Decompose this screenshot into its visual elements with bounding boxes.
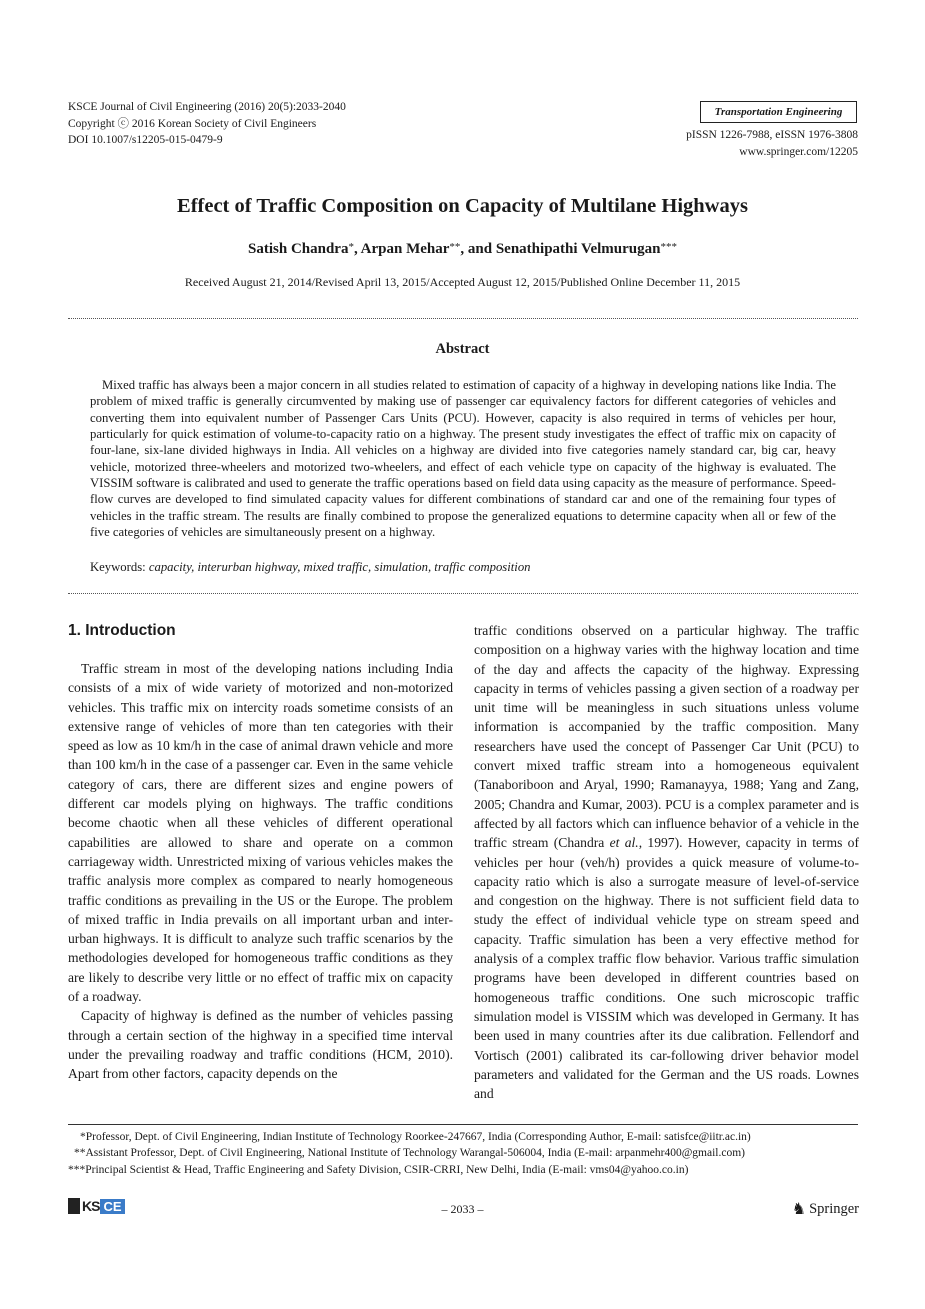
keywords-line — [90, 560, 836, 575]
author-separator: , — [353, 241, 361, 257]
paragraph: Traffic stream in most of the developing nations including India consists of a mix of wide variety of motorized and non-motorized vehicles. This traffic mix on intercity roads sometime consists of an extensive range of vehicles of more than ten categories with their speed as low as 10 km/h in the case of animal drawn vehicle and more than 100 km/h in the case of a passenger car. Even in the same vehicle category of cars, there are different sizes and engine powers of different car models plying on highways. The traffic conditions become chaotic when all these vehicles of different operational capabilities are allowed to share and operate on a common carriageway width. Unrestricted mixing of various vehicles makes the traffic analysis more complex as compared to nearly homogeneous traffic conditions as prevailing in the US or the Europe. The problem of mixed traffic in India prevails on all important urban and inter-urban highways. It is difficult to analyze such traffic scenarios by the methodologies developed for homogeneous traffic conditions as they are likely to describe very little or no effect of traffic mix on capacity of a roadway. — [68, 661, 453, 1005]
journal-header — [68, 99, 346, 149]
doi-line: DOI 10.1007/s12205-015-0479-9 — [68, 134, 223, 146]
footnotes — [68, 1129, 751, 1178]
page-number: – 2033 – — [441, 1202, 484, 1216]
issn-line: pISSN 1226-7988, eISSN 1976-3808 — [686, 129, 858, 141]
author-name: Senathipathi Velmurugan — [495, 241, 661, 257]
article-title: Effect of Traffic Composition on Capacity of Multilane Highways — [177, 195, 748, 217]
dotted-divider — [68, 593, 858, 594]
author-name: Satish Chandra — [248, 241, 349, 257]
dotted-divider — [68, 318, 858, 319]
text-run: traffic conditions observed on a particular highway. The traffic composition on a highway varies with the highway location and time of the day and affects the capacity of the highway. Expressing capacity in terms of vehicles passing a given section of a roadway per unit time will be meaningless in such situations unless volume information is accompanied by the traffic composition. Many researchers have used the concept of Passenger Car Unit (PCU) to convert mixed traffic stream into a homogeneous equivalent (Tanaboriboon and Aryal, 1990; Ramanayya, 1988; Yang and Zang, 2005; Chandra and Kumar, 2003). PCU is a complex parameter and is affected by all factors which can influence behavior of a vehicle in the traffic stream (Chandra — [474, 623, 859, 851]
author-mark: *** — [660, 241, 677, 253]
footnote-rule — [68, 1124, 858, 1125]
author-mark: * — [348, 241, 354, 253]
author-name: Arpan Mehar — [360, 241, 450, 257]
footnote: ***Principal Scientist & Head, Traffic Engineering and Safety Division, CSIR-CRRI, New Delhi, India (E-mail: vms04@yahoo.co.in) — [68, 1163, 689, 1176]
text-run: , 1997). However, capacity in terms of vehicles per hour (veh/h) provides a quick measure of volume-to-capacity ratio which is also a surrogate measure of level-of-service and congestion on the highway. There is not sufficient field data to study the effect of individual vehicle type on stream speed and capacity. Traffic simulation has been a very effective method for analysis of a complex traffic flow behavior. Various traffic simulation programs have been developed in different countries based on homogeneous traffic conditions. One such microscopic traffic simulation model is VISSIM which was developed in Germany. It has been used in many countries after its due calibration. Fellendorf and Vortisch (2001) calibrated its car-following driver behavior model parameters and validated for the German and the US roads. Lownes and — [474, 835, 860, 1102]
paragraph: Capacity of highway is defined as the number of vehicles passing through a certain section of the highway in a specified time interval under the prevailing roadway and traffic conditions (HCM, 2010). Apart from other factors, capacity depends on the — [68, 1008, 453, 1082]
author-separator: , and — [460, 241, 496, 257]
category-tag: Transportation Engineering — [700, 101, 857, 123]
abstract-text: Mixed traffic has always been a major concern in all studies related to estimation of capacity of a highway in developing nations like India. The problem of mixed traffic is generally circumvented by making use of passenger car equivalency factors for different categories of vehicles and converting them into equivalent number of Passenger Cars Units (PCU). However, capacity is also required in terms of vehicles per hour, particularly for quick estimation of volume-to-capacity ratio on a highway. The present study investigates the effect of traffic mix on capacity of four-lane, six-lane divided highways in India. All vehicles on a highway are divided into five categories namely standard car, big car, heavy vehicle, motorized three-wheelers and motorized two-wheelers, and effect of each vehicle type on capacity of the highway is evaluated. The VISSIM software is calibrated and used to generate the traffic operations based on field data using capacity as the measure of performance. Speed-flow curves are developed to find simulated capacity values for different combinations of standard car and one of the remaining four types of vehicles in the traffic stream. The results are finally combined to propose the generalized equations to determine capacity when all or few of the five categories of vehicles are simultaneously present on a highway. — [90, 378, 836, 540]
journal-url[interactable]: www.springer.com/12205 — [739, 145, 858, 158]
springer-logo — [792, 1199, 859, 1219]
ksce-logo-text-ce: CE — [100, 1199, 124, 1214]
keywords-label: Keywords: — [90, 560, 146, 574]
journal-citation: KSCE Journal of Civil Engineering (2016) 20(5):2033-2040 — [68, 101, 346, 113]
copyright-line: Copyright ⓒ 2016 Korean Society of Civil Engineers — [68, 117, 317, 130]
body-column-right — [474, 621, 859, 1103]
text-run-italic: et al. — [609, 835, 639, 851]
springer-horse-icon: ♞ — [791, 1201, 807, 1218]
body-column-left — [68, 659, 453, 1084]
author-list — [0, 241, 925, 258]
author-mark: ** — [449, 241, 461, 253]
issn-block — [686, 127, 858, 160]
paragraph — [474, 621, 859, 1103]
springer-logo-text: Springer — [809, 1200, 859, 1217]
received-dates: Received August 21, 2014/Revised April 13, 2015/Accepted August 12, 2015/Published Online December 11, 2015 — [184, 275, 741, 289]
footnote: **Assistant Professor, Dept. of Civil Engineering, National Institute of Technology Warangal-506004, India (E-mail: arpanmehr400@gmail.com) — [74, 1147, 745, 1160]
footnote: *Professor, Dept. of Civil Engineering, Indian Institute of Technology Roorkee-247667, India (Corresponding Author, E-mail: satisfce@iitr.ac.in) — [80, 1131, 751, 1143]
section-heading: 1. Introduction — [68, 622, 176, 639]
keywords-values: capacity, interurban highway, mixed traffic, simulation, traffic composition — [148, 560, 531, 574]
ksce-logo-text: KS — [82, 1198, 100, 1214]
abstract-heading: Abstract — [435, 341, 490, 357]
